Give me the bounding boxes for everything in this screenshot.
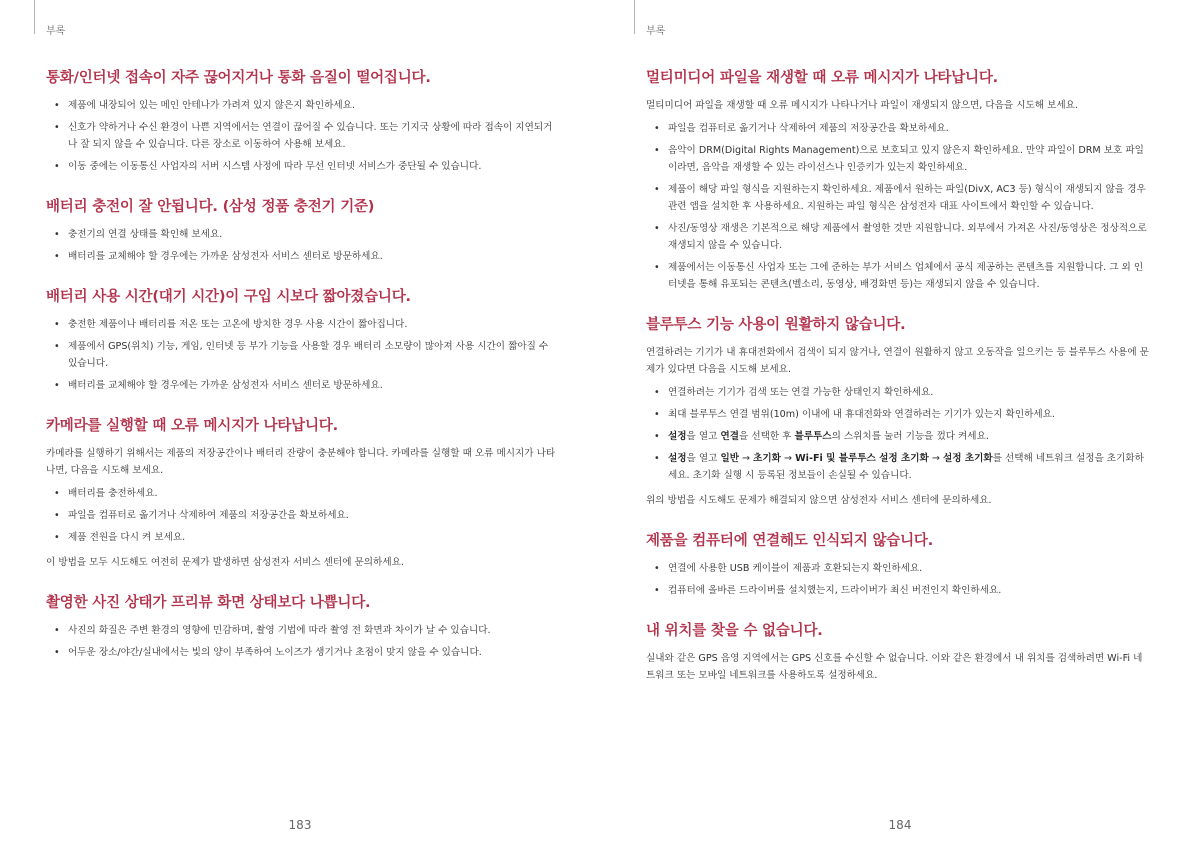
section-note: 위의 방법을 시도해도 문제가 해결되지 않으면 삼성전자 서비스 센터에 문의하세요. <box>646 495 992 506</box>
list-item: • 음악이 DRM(Digital Rights Management)으로 보호되고 있지 않은지 확인하세요. 만약 파일이 DRM 보호 파일이라면, 음악을 재생할 수 있는 라이선스나 인증키가 있는지 확인하세요. <box>646 142 1150 176</box>
section-intro: 실내와 같은 GPS 음영 지역에서는 GPS 신호를 수신할 수 없습니다. 이와 같은 환경에서 내 위치를 검색하려면 Wi-Fi 네트워크 또는 모바일 네트워크를 사용하도록 설정하세요. <box>646 653 1143 681</box>
section-title: 배터리 사용 시간(대기 시간)이 구입 시보다 짧아졌습니다. <box>46 289 411 305</box>
section-intro: 멀티미디어 파일을 재생할 때 오류 메시지가 나타나거나 파일이 재생되지 않으면, 다음을 시도해 보세요. <box>646 100 1078 111</box>
list-item: • 배터리를 교체해야 할 경우에는 가까운 삼성전자 서비스 센터로 방문하세요. <box>46 377 556 394</box>
section-location <box>646 621 1150 684</box>
list-item: • 제품에 내장되어 있는 메인 안테나가 가려져 있지 않은지 확인하세요. <box>46 97 556 114</box>
menu-term: Wi-Fi 및 블루투스 설정 초기화 <box>795 453 929 464</box>
list-item: • 최대 블루투스 연결 범위(10m) 이내에 내 휴대전화와 연결하려는 기기가 있는지 확인하세요. <box>646 406 1150 423</box>
list-item: • 배터리를 교체해야 할 경우에는 가까운 삼성전자 서비스 센터로 방문하세요. <box>46 248 556 265</box>
text-run: 을 선택한 후 <box>739 431 795 442</box>
section-title: 카메라를 실행할 때 오류 메시지가 나타납니다. <box>46 418 338 434</box>
bullet-list <box>46 622 556 661</box>
list-item <box>646 428 1150 445</box>
section-bluetooth <box>646 315 1150 509</box>
list-item: • 사진의 화질은 주변 환경의 영향에 민감하며, 촬영 기법에 따라 촬영 전 화면과 차이가 날 수 있습니다. <box>46 622 556 639</box>
section-call-internet <box>46 68 556 175</box>
section-title: 배터리 충전이 잘 안됩니다. (삼성 정품 충전기 기준) <box>46 199 375 215</box>
section-battery-charging <box>46 197 556 265</box>
list-item: • 신호가 약하거나 수신 환경이 나쁜 지역에서는 연결이 끊어질 수 있습니다. 또는 기지국 상황에 따라 접속이 지연되거나 잘 되지 않을 수 있습니다. 다른 장소로 이동하여 사용해 보세요. <box>46 119 556 153</box>
bullet-list <box>46 226 556 265</box>
menu-term: 설정 초기화 <box>942 453 993 464</box>
page-number: 184 <box>888 818 912 832</box>
text-run: 의 스위치를 눌러 기능을 껐다 켜세요. <box>831 431 989 442</box>
text-run: 을 열고 <box>686 431 721 442</box>
list-item: • 충전한 제품이나 배터리를 저온 또는 고온에 방치한 경우 사용 시간이 짧아집니다. <box>46 316 556 333</box>
arrow-separator: → <box>928 453 943 464</box>
section-title: 내 위치를 찾을 수 없습니다. <box>646 623 823 639</box>
page-number: 183 <box>288 818 312 832</box>
list-item: • 파일을 컴퓨터로 옮기거나 삭제하여 제품의 저장공간을 확보하세요. <box>46 507 556 524</box>
list-item: • 제품에서 GPS(위치) 기능, 게임, 인터넷 등 부가 기능을 사용할 경우 배터리 소모량이 많아져 사용 시간이 짧아질 수 있습니다. <box>46 338 556 372</box>
bullet-list <box>646 560 1150 599</box>
list-item: • 배터리를 충전하세요. <box>46 485 556 502</box>
list-item: • 이동 중에는 이동통신 사업자의 서버 시스템 사정에 따라 무선 인터넷 서비스가 중단될 수 있습니다. <box>46 158 556 175</box>
menu-term: 블루투스 <box>794 431 832 442</box>
bullet-list <box>646 120 1150 293</box>
list-item <box>646 450 1150 484</box>
text-run: 을 열고 <box>686 453 721 464</box>
menu-term: 설정 <box>668 453 687 464</box>
header-section-label: 부록 <box>46 26 66 37</box>
arrow-separator: → <box>739 453 754 464</box>
bullet-list <box>646 384 1150 484</box>
menu-term: 초기화 <box>753 453 781 464</box>
menu-term: 설정 <box>668 431 687 442</box>
bullet-list <box>46 485 556 546</box>
text-run: 를 선택해 네트워크 설정을 초기화하세요. 초기화 실행 시 등록된 정보들이 손실될 수 있습니다. <box>668 453 1144 481</box>
menu-term: 일반 <box>720 453 739 464</box>
menu-term: 연결 <box>720 431 739 442</box>
list-item: • 컴퓨터에 올바른 드라이버를 설치했는지, 드라이버가 최신 버전인지 확인하세요. <box>646 582 1150 599</box>
list-item: • 충전기의 연결 상태를 확인해 보세요. <box>46 226 556 243</box>
header-section-label: 부록 <box>646 26 666 37</box>
section-title: 통화/인터넷 접속이 자주 끊어지거나 통화 음질이 떨어집니다. <box>46 70 431 86</box>
right-page <box>600 0 1200 848</box>
bullet-list <box>46 316 556 394</box>
bullet-list <box>46 97 556 175</box>
list-item: • 제품에서는 이동통신 사업자 또는 그에 준하는 부가 서비스 업체에서 공식 제공하는 콘텐츠를 지원합니다. 그 외 인터넷을 통해 유포되는 콘텐츠(벨소리, 동영상, 배경화면 등)는 재생되지 않을 수 있습니다. <box>646 259 1150 293</box>
section-camera-error <box>46 416 556 571</box>
list-item: • 어두운 장소/야간/실내에서는 빛의 양이 부족하여 노이즈가 생기거나 초점이 맞지 않을 수 있습니다. <box>46 644 556 661</box>
section-title: 촬영한 사진 상태가 프리뷰 화면 상태보다 나쁩니다. <box>46 595 371 611</box>
left-page-content <box>46 68 556 683</box>
list-item: • 사진/동영상 재생은 기본적으로 해당 제품에서 촬영한 것만 지원합니다. 외부에서 가져온 사진/동영상은 정상적으로 재생되지 않을 수 있습니다. <box>646 220 1150 254</box>
list-item: • 연결하려는 기기가 검색 또는 연결 가능한 상태인지 확인하세요. <box>646 384 1150 401</box>
list-item: • 제품이 해당 파일 형식을 지원하는지 확인하세요. 제품에서 원하는 파일(DivX, AC3 등) 형식이 재생되지 않을 경우 관련 앱을 설치한 후 사용하세요. 지원하는 파일 형식은 삼성전자 대표 사이트에서 확인할 수 있습니다. <box>646 181 1150 215</box>
section-title: 블루투스 기능 사용이 원활하지 않습니다. <box>646 317 906 333</box>
arrow-separator: → <box>780 453 796 464</box>
right-page-content <box>646 68 1150 706</box>
section-battery-life <box>46 287 556 394</box>
section-title: 멀티미디어 파일을 재생할 때 오류 메시지가 나타납니다. <box>646 70 998 86</box>
list-item: • 제품 전원을 다시 켜 보세요. <box>46 529 556 546</box>
section-photo-quality <box>46 593 556 661</box>
section-title: 제품을 컴퓨터에 연결해도 인식되지 않습니다. <box>646 533 934 549</box>
section-note: 이 방법을 모두 시도해도 여전히 문제가 발생하면 삼성전자 서비스 센터에 문의하세요. <box>46 557 404 568</box>
list-item: • 파일을 컴퓨터로 옮기거나 삭제하여 제품의 저장공간을 확보하세요. <box>646 120 1150 137</box>
section-computer-connection <box>646 531 1150 599</box>
list-item: • 연결에 사용한 USB 케이블이 제품과 호환되는지 확인하세요. <box>646 560 1150 577</box>
section-intro: 연결하려는 기기가 내 휴대전화에서 검색이 되지 않거나, 연결이 원활하지 않고 오동작을 일으키는 등 블루투스 사용에 문제가 있다면 다음을 시도해 보세요. <box>646 347 1149 375</box>
header-divider <box>34 0 35 34</box>
section-intro: 카메라를 실행하기 위해서는 제품의 저장공간이나 배터리 잔량이 충분해야 합니다. 카메라를 실행할 때 오류 메시지가 나타나면, 다음을 시도해 보세요. <box>46 448 556 476</box>
header-divider <box>634 0 635 34</box>
section-multimedia-error <box>646 68 1150 293</box>
